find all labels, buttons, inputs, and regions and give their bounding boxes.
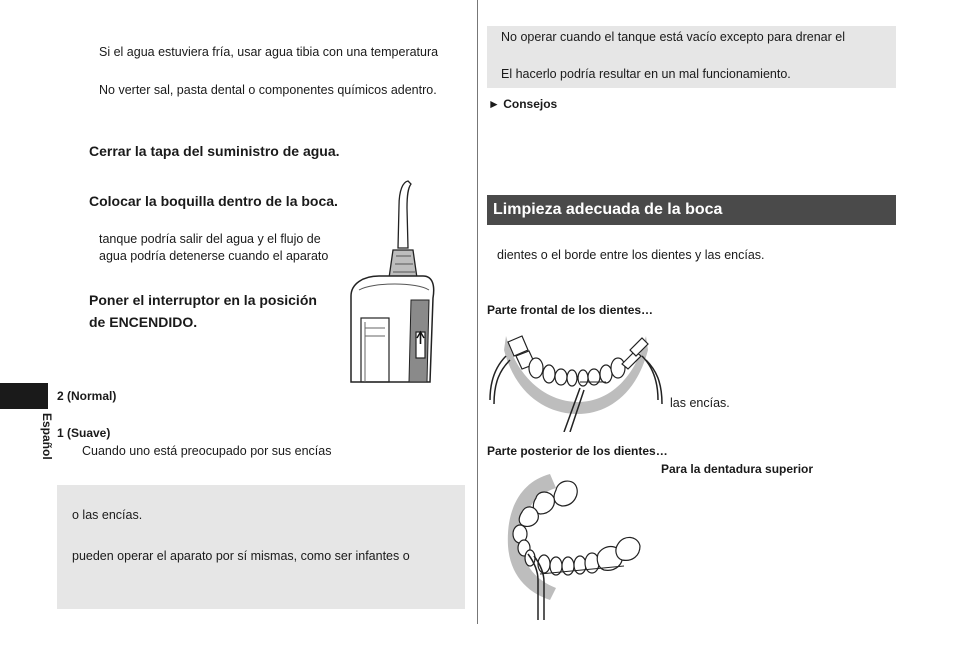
language-tab xyxy=(0,383,48,409)
mode-soft-description: Cuando uno está preocupado por sus encías xyxy=(82,444,332,458)
upper-teeth-label: Para la dentadura superior xyxy=(661,462,814,476)
caution-box-left xyxy=(57,485,465,609)
section-title: Limpieza adecuada de la boca xyxy=(493,201,723,218)
column-divider xyxy=(477,0,478,624)
caution-box-line-2: pueden operar el aparato por sí mismas, como ser infantes o xyxy=(72,549,410,563)
front-teeth-heading: Parte frontal de los dientes… xyxy=(487,303,654,317)
tips-heading: ► Consejos xyxy=(488,97,558,111)
section-title-bar xyxy=(487,195,896,225)
step-close-lid: Cerrar la tapa del suministro de agua. xyxy=(89,143,340,159)
nozzle-note-line-2: agua podría detenerse cuando el aparato xyxy=(99,249,329,263)
language-label: Español xyxy=(40,413,54,460)
caution-box-line-1: o las encías. xyxy=(72,508,143,522)
mode-normal-label: 2 (Normal) xyxy=(57,389,117,403)
section-intro-line: dientes o el borde entre los dientes y las encías. xyxy=(497,248,765,262)
back-teeth-illustration xyxy=(500,470,650,622)
warning-line-1: No operar cuando el tanque está vacío excepto para drenar el xyxy=(501,30,845,44)
back-teeth-heading: Parte posterior de los dientes… xyxy=(487,444,668,458)
step-power-on-line-1: Poner el interruptor en la posición xyxy=(89,292,317,308)
nozzle-note-line-1: tanque podría salir del agua y el flujo de xyxy=(99,232,321,246)
front-teeth-caption: las encías. xyxy=(670,396,730,410)
step-power-on-line-2: de ENCENDIDO. xyxy=(89,314,198,330)
water-flosser-illustration xyxy=(345,178,445,384)
front-teeth-illustration xyxy=(486,320,666,432)
no-salt-instruction: No verter sal, pasta dental o componentes químicos adentro. xyxy=(99,83,437,97)
warm-water-instruction: Si el agua estuviera fría, usar agua tibia con una temperatura xyxy=(99,45,439,59)
warning-line-2: El hacerlo podría resultar en un mal funcionamiento. xyxy=(501,67,791,81)
mode-soft-label: 1 (Suave) xyxy=(57,426,111,440)
step-place-nozzle: Colocar la boquilla dentro de la boca. xyxy=(89,193,338,209)
